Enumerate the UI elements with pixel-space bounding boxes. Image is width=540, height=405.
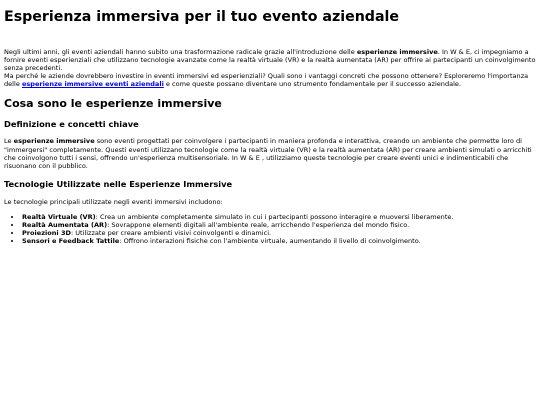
list-item-term: Realtà Aumentata (AR) xyxy=(22,221,108,230)
section-heading-what-are: Cosa sono le esperienze immersive xyxy=(4,97,222,111)
list-item-desc: : Sovrappone elementi digitali all'ambiente reale, arricchendo l'esperienza del mondo fisico. xyxy=(107,221,410,230)
list-item-desc: : Crea un ambiente completamente simulato in cui i partecipanti possono interagire e muoversi liberamente. xyxy=(95,212,454,221)
subheading-definition: Definizione e concetti chiave xyxy=(4,119,139,130)
technologies-lead: Le tecnologie principali utilizzate negli eventi immersivi includono: xyxy=(4,197,223,206)
list-item xyxy=(22,229,536,237)
list-item xyxy=(22,237,536,245)
list-item-term: Sensori e Feedback Tattile xyxy=(22,237,120,246)
list-item-desc: : Utilizzate per creare ambienti visivi coinvolgenti e dinamici. xyxy=(70,229,272,238)
list-item xyxy=(22,213,536,221)
page-title: Esperienza immersiva per il tuo evento aziendale xyxy=(4,9,400,25)
intro-section xyxy=(4,48,536,88)
intro-text-4: e come queste possano diventare uno strumento fondamentale per il successo aziendale. xyxy=(163,80,462,89)
section-heading-technologies: Tecnologie Utilizzate nelle Esperienze Immersive xyxy=(4,178,233,189)
intro-paragraph xyxy=(4,48,536,72)
intro-paragraph-2 xyxy=(4,72,536,88)
list-item-term: Proiezioni 3D xyxy=(22,229,71,238)
technologies-list xyxy=(4,213,536,245)
list-item-term: Realtà Virtuale (VR) xyxy=(22,212,96,221)
intro-text-2: . In W & E, ci impegniamo a fornire eventi esperienziali che utilizzano tecnologie avanzate come la realtà virtuale (VR) e la realtà aumentata (AR) per offrire ai partecipanti un coinvolgimento senza precedenti. xyxy=(4,48,536,73)
intro-text-3: Ma perché le aziende dovrebbero investire in eventi immersivi ed esperienziali? Quali sono i vantaggi concreti che possono ottenere? Esploreremo l'importanza delle xyxy=(4,72,529,89)
immersive-events-link[interactable]: esperienze immersive eventi aziendali xyxy=(21,80,164,89)
list-item-desc: : Offrono interazioni fisiche con l'ambiente virtuale, aumentando il livello di coinvolgimento. xyxy=(119,237,421,246)
intro-bold-term: esperienze immersive xyxy=(356,48,438,56)
definition-bold-term: esperienze immersive xyxy=(13,137,95,146)
definition-text-2: sono eventi progettati per coinvolgere i partecipanti in maniera profonda e interattiva, creando un ambiente che permette loro di "immergersi" completamente. Questi eventi utilizzano tecnologie come la realtà virtuale (VR) e la realtà aumentata (AR) per creare ambienti simulati o arricchiti che coinvolgono tutti i sensi, offrendo un'esperienza multisensoriale. In W & E , utilizziamo queste tecnologie per creare eventi unici e indimenticabili che risuonano con il pubblico. xyxy=(4,137,532,170)
definition-text-1: Le xyxy=(4,137,14,146)
intro-text-1: Negli ultimi anni, gli eventi aziendali hanno subito una trasformazione radicale grazie all'introduzione delle xyxy=(4,48,357,56)
definition-paragraph xyxy=(4,137,536,169)
list-item xyxy=(22,221,536,229)
